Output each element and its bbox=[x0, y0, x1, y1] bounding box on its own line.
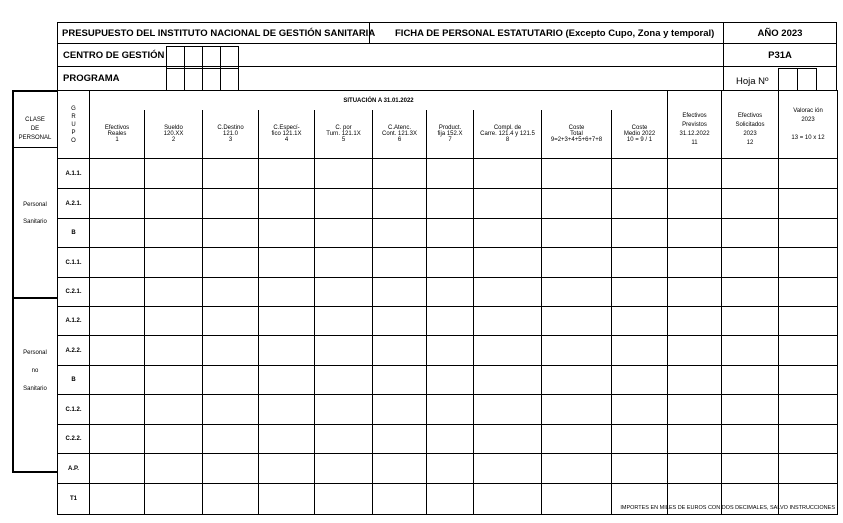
data-cell[interactable] bbox=[427, 366, 474, 395]
programa-label: PROGRAMA bbox=[63, 73, 120, 84]
data-cell[interactable] bbox=[612, 395, 668, 425]
table-row bbox=[58, 425, 838, 454]
data-cell[interactable] bbox=[427, 336, 474, 366]
data-cell[interactable] bbox=[668, 366, 722, 395]
data-cell[interactable] bbox=[668, 278, 722, 307]
col4-n: 4 bbox=[284, 137, 289, 143]
data-cell[interactable] bbox=[259, 307, 315, 336]
clase-header-l1: CLASE bbox=[25, 117, 45, 123]
group-label: A.1.2. bbox=[58, 307, 90, 336]
data-cell[interactable] bbox=[90, 307, 145, 336]
col8-l2: Carre. 121.4 y 121.5 bbox=[480, 131, 535, 137]
grupo-p: P bbox=[71, 129, 76, 136]
group-label: T1 bbox=[58, 484, 90, 515]
col1-l1: Efectivos bbox=[104, 125, 130, 131]
data-cell[interactable] bbox=[90, 219, 145, 248]
data-cell[interactable] bbox=[612, 425, 668, 454]
data-cell[interactable] bbox=[315, 484, 373, 515]
data-cell[interactable] bbox=[612, 219, 668, 248]
table-row bbox=[58, 159, 838, 189]
data-cell[interactable] bbox=[612, 278, 668, 307]
data-cell[interactable] bbox=[203, 219, 259, 248]
data-cell[interactable] bbox=[203, 278, 259, 307]
group-label: C.2.1. bbox=[58, 278, 90, 307]
personal-table bbox=[57, 90, 838, 515]
table-row bbox=[58, 366, 838, 395]
col-header-5 bbox=[315, 110, 373, 159]
grupo-r: R bbox=[71, 113, 76, 120]
col7-l1: Product. bbox=[438, 125, 462, 131]
data-cell[interactable] bbox=[145, 159, 203, 189]
data-cell[interactable] bbox=[373, 484, 427, 515]
hoja-box-2[interactable] bbox=[797, 68, 817, 91]
data-cell[interactable] bbox=[315, 454, 373, 484]
col13-spacer bbox=[779, 125, 837, 134]
programa-row bbox=[57, 66, 724, 91]
programa-code-box-2[interactable] bbox=[184, 66, 203, 91]
data-cell[interactable] bbox=[203, 366, 259, 395]
clase-header-l3: PERSONAL bbox=[18, 135, 52, 141]
data-cell[interactable] bbox=[315, 219, 373, 248]
data-cell[interactable] bbox=[373, 159, 427, 189]
group-label: A.P. bbox=[58, 454, 90, 484]
data-cell[interactable] bbox=[427, 484, 474, 515]
data-cell[interactable] bbox=[779, 159, 838, 189]
data-cell[interactable] bbox=[203, 484, 259, 515]
col2-l2: 120.XX bbox=[163, 131, 184, 137]
programa-code-box-1[interactable] bbox=[166, 66, 185, 91]
programa-code-box-3[interactable] bbox=[202, 66, 221, 91]
group-label: A.2.1. bbox=[58, 189, 90, 219]
no-sanitario-l1: Personal bbox=[23, 350, 47, 356]
col8-n: 8 bbox=[505, 137, 510, 143]
col-header-9 bbox=[542, 110, 612, 159]
data-cell[interactable] bbox=[427, 454, 474, 484]
col12-n: 12 bbox=[746, 139, 754, 146]
data-cell[interactable] bbox=[779, 366, 838, 395]
data-cell[interactable] bbox=[427, 189, 474, 219]
data-cell[interactable] bbox=[542, 425, 612, 454]
col5-l2: Turn. 121.1X bbox=[326, 131, 361, 137]
data-cell[interactable] bbox=[90, 484, 145, 515]
group-label: B bbox=[58, 366, 90, 395]
table-body bbox=[58, 159, 838, 515]
data-cell[interactable] bbox=[315, 395, 373, 425]
data-cell[interactable] bbox=[722, 278, 779, 307]
grupo-o: O bbox=[71, 137, 76, 144]
data-cell[interactable] bbox=[779, 395, 838, 425]
data-cell[interactable] bbox=[612, 159, 668, 189]
data-cell[interactable] bbox=[315, 307, 373, 336]
col-header-11 bbox=[668, 91, 722, 159]
data-cell[interactable] bbox=[315, 248, 373, 278]
col11-n: 11 bbox=[691, 139, 698, 146]
data-cell[interactable] bbox=[203, 189, 259, 219]
data-cell[interactable] bbox=[145, 336, 203, 366]
data-cell[interactable] bbox=[427, 395, 474, 425]
col-header-3 bbox=[203, 110, 259, 159]
data-cell[interactable] bbox=[373, 454, 427, 484]
data-cell[interactable] bbox=[427, 159, 474, 189]
data-cell[interactable] bbox=[779, 189, 838, 219]
data-cell[interactable] bbox=[259, 219, 315, 248]
data-cell[interactable] bbox=[259, 484, 315, 515]
data-cell[interactable] bbox=[259, 336, 315, 366]
data-cell[interactable] bbox=[259, 189, 315, 219]
col2-n: 2 bbox=[171, 137, 176, 143]
col-header-2 bbox=[145, 110, 203, 159]
col4-l2: fico 121.1X bbox=[271, 131, 302, 137]
data-cell[interactable] bbox=[90, 248, 145, 278]
data-cell[interactable] bbox=[259, 454, 315, 484]
col3-l2: 121.0 bbox=[222, 131, 238, 137]
ficha-title: FICHA DE PERSONAL ESTATUTARIO (Excepto Cupo, Zona y temporal) bbox=[369, 22, 724, 44]
data-cell[interactable] bbox=[427, 425, 474, 454]
data-cell[interactable] bbox=[474, 336, 542, 366]
data-cell[interactable] bbox=[373, 425, 427, 454]
data-cell[interactable] bbox=[259, 278, 315, 307]
data-cell[interactable] bbox=[668, 395, 722, 425]
data-cell[interactable] bbox=[474, 159, 542, 189]
data-cell[interactable] bbox=[612, 307, 668, 336]
data-cell[interactable] bbox=[542, 278, 612, 307]
col11-l2: Previstos bbox=[682, 121, 707, 128]
col-header-6 bbox=[373, 110, 427, 159]
data-cell[interactable] bbox=[779, 278, 838, 307]
data-cell[interactable] bbox=[90, 425, 145, 454]
group-label: C.1.2. bbox=[58, 395, 90, 425]
data-cell[interactable] bbox=[612, 248, 668, 278]
data-cell[interactable] bbox=[612, 454, 668, 484]
data-cell[interactable] bbox=[474, 219, 542, 248]
hoja-label: Hoja Nº bbox=[736, 76, 769, 87]
data-cell[interactable] bbox=[145, 425, 203, 454]
data-cell[interactable] bbox=[779, 425, 838, 454]
data-cell[interactable] bbox=[203, 248, 259, 278]
data-cell[interactable] bbox=[722, 336, 779, 366]
data-cell[interactable] bbox=[612, 336, 668, 366]
data-cell[interactable] bbox=[427, 219, 474, 248]
data-cell[interactable] bbox=[315, 366, 373, 395]
col-header-12 bbox=[722, 91, 779, 159]
data-cell[interactable] bbox=[315, 278, 373, 307]
col12-l2: Solicitados bbox=[735, 121, 765, 128]
hoja-box-1[interactable] bbox=[778, 68, 798, 91]
data-cell[interactable] bbox=[145, 248, 203, 278]
col5-n: 5 bbox=[341, 137, 346, 143]
data-cell[interactable] bbox=[779, 336, 838, 366]
col12-l1: Efectivos bbox=[737, 112, 763, 119]
clase-divider-mid bbox=[12, 297, 58, 299]
centro-label: CENTRO DE GESTIÓN bbox=[63, 49, 165, 61]
programa-code-box-4[interactable] bbox=[220, 66, 239, 91]
data-cell[interactable] bbox=[90, 278, 145, 307]
col11-l1: Efectivos bbox=[682, 112, 707, 119]
data-cell[interactable] bbox=[474, 484, 542, 515]
data-cell[interactable] bbox=[668, 336, 722, 366]
clase-header-l2: DE bbox=[30, 126, 40, 132]
footer-note: IMPORTES EN MILES DE EUROS CON DOS DECIMALES, SALVO INSTRUCCIONES bbox=[620, 505, 835, 511]
data-cell[interactable] bbox=[668, 189, 722, 219]
data-cell[interactable] bbox=[542, 336, 612, 366]
col12-l3: 2023 bbox=[743, 130, 757, 137]
data-cell[interactable] bbox=[722, 159, 779, 189]
data-cell[interactable] bbox=[259, 248, 315, 278]
anio-label: AÑO 2023 bbox=[723, 22, 837, 44]
no-sanitario-label bbox=[12, 344, 58, 398]
data-cell[interactable] bbox=[542, 248, 612, 278]
data-cell[interactable] bbox=[427, 248, 474, 278]
data-cell[interactable] bbox=[373, 219, 427, 248]
data-cell[interactable] bbox=[542, 159, 612, 189]
group-label: A.2.2. bbox=[58, 336, 90, 366]
table-row bbox=[58, 189, 838, 219]
data-cell[interactable] bbox=[145, 219, 203, 248]
col1-n: 1 bbox=[115, 137, 119, 143]
data-cell[interactable] bbox=[542, 484, 612, 515]
data-cell[interactable] bbox=[145, 278, 203, 307]
data-cell[interactable] bbox=[373, 278, 427, 307]
col-header-1 bbox=[90, 110, 145, 159]
data-cell[interactable] bbox=[315, 189, 373, 219]
grupo-header bbox=[58, 91, 90, 159]
table-row bbox=[58, 336, 838, 366]
data-cell[interactable] bbox=[259, 159, 315, 189]
data-cell[interactable] bbox=[474, 307, 542, 336]
data-cell[interactable] bbox=[373, 248, 427, 278]
data-cell[interactable] bbox=[373, 395, 427, 425]
data-cell[interactable] bbox=[474, 278, 542, 307]
data-cell[interactable] bbox=[145, 366, 203, 395]
data-cell[interactable] bbox=[474, 395, 542, 425]
data-cell[interactable] bbox=[542, 219, 612, 248]
col9-l1: Coste bbox=[568, 125, 585, 131]
data-cell[interactable] bbox=[542, 395, 612, 425]
data-cell[interactable] bbox=[90, 336, 145, 366]
data-cell[interactable] bbox=[145, 307, 203, 336]
group-label: C.1.1. bbox=[58, 248, 90, 278]
col-header-13 bbox=[779, 91, 838, 159]
data-cell[interactable] bbox=[668, 219, 722, 248]
group-label: B bbox=[58, 219, 90, 248]
data-cell[interactable] bbox=[722, 189, 779, 219]
data-cell[interactable] bbox=[90, 395, 145, 425]
data-cell[interactable] bbox=[203, 425, 259, 454]
data-cell[interactable] bbox=[203, 159, 259, 189]
grupo-u: U bbox=[71, 121, 76, 128]
col-header-7 bbox=[427, 110, 474, 159]
col13-l1: Valorac ión bbox=[793, 107, 823, 114]
table-row bbox=[58, 307, 838, 336]
col-header-10 bbox=[612, 110, 668, 159]
data-cell[interactable] bbox=[542, 307, 612, 336]
data-cell[interactable] bbox=[90, 454, 145, 484]
table-row bbox=[58, 395, 838, 425]
data-cell[interactable] bbox=[779, 248, 838, 278]
data-cell[interactable] bbox=[542, 366, 612, 395]
data-cell[interactable] bbox=[668, 454, 722, 484]
data-cell[interactable] bbox=[203, 454, 259, 484]
group-label: A.1.1. bbox=[58, 159, 90, 189]
table-row bbox=[58, 219, 838, 248]
col1-l2: Reales bbox=[107, 131, 127, 137]
data-cell[interactable] bbox=[145, 454, 203, 484]
data-cell[interactable] bbox=[542, 454, 612, 484]
col10-n: 10 = 9 / 1 bbox=[626, 137, 653, 143]
data-cell[interactable] bbox=[373, 307, 427, 336]
data-cell[interactable] bbox=[474, 454, 542, 484]
data-cell[interactable] bbox=[145, 395, 203, 425]
sanitario-l1: Personal bbox=[23, 202, 47, 208]
table-row bbox=[58, 278, 838, 307]
clase-header bbox=[12, 116, 58, 143]
data-cell[interactable] bbox=[722, 248, 779, 278]
col13-n: 13 = 10 x 12 bbox=[791, 134, 825, 141]
no-sanitario-l2: no bbox=[31, 368, 39, 374]
data-cell[interactable] bbox=[668, 307, 722, 336]
table-row bbox=[58, 248, 838, 278]
data-cell[interactable] bbox=[373, 366, 427, 395]
data-cell[interactable] bbox=[315, 425, 373, 454]
col6-l1: C.Atenc. bbox=[387, 125, 411, 131]
col13-l2: 2023 bbox=[801, 116, 815, 123]
data-cell[interactable] bbox=[474, 366, 542, 395]
col7-l2: fija 152.X bbox=[437, 131, 463, 137]
data-cell[interactable] bbox=[373, 189, 427, 219]
data-cell[interactable] bbox=[373, 336, 427, 366]
col5-l1: C. por bbox=[335, 125, 352, 131]
data-cell[interactable] bbox=[427, 278, 474, 307]
grupo-g: G bbox=[71, 105, 76, 112]
col3-n: 3 bbox=[228, 137, 233, 143]
presupuesto-title: PRESUPUESTO DEL INSTITUTO NACIONAL DE GESTIÓN SANITARIA bbox=[57, 22, 370, 44]
col3-l1: C.Destino bbox=[217, 125, 244, 131]
col6-l2: Cont. 121.3X bbox=[381, 131, 418, 137]
data-cell[interactable] bbox=[145, 189, 203, 219]
data-cell[interactable] bbox=[779, 219, 838, 248]
data-cell[interactable] bbox=[259, 366, 315, 395]
col9-n: 9=2+3+4+5+6+7+8 bbox=[550, 137, 603, 143]
col9-l2: Total bbox=[570, 131, 583, 137]
data-cell[interactable] bbox=[474, 425, 542, 454]
data-cell[interactable] bbox=[259, 425, 315, 454]
col11-l3: 31.12.2022 bbox=[679, 130, 710, 137]
data-cell[interactable] bbox=[259, 395, 315, 425]
data-cell[interactable] bbox=[315, 159, 373, 189]
data-cell[interactable] bbox=[668, 248, 722, 278]
table-row bbox=[58, 454, 838, 484]
col-header-4 bbox=[259, 110, 315, 159]
sanitario-l2: Sanitario bbox=[23, 219, 47, 225]
data-cell[interactable] bbox=[722, 307, 779, 336]
data-cell[interactable] bbox=[542, 189, 612, 219]
group-label: C.2.2. bbox=[58, 425, 90, 454]
form-code: P31A bbox=[723, 43, 837, 67]
data-cell[interactable] bbox=[722, 395, 779, 425]
data-cell[interactable] bbox=[722, 425, 779, 454]
col10-l2: Medio 2022 bbox=[623, 131, 656, 137]
data-cell[interactable] bbox=[203, 307, 259, 336]
data-cell[interactable] bbox=[474, 189, 542, 219]
data-cell[interactable] bbox=[90, 159, 145, 189]
no-sanitario-l3: Sanitario bbox=[23, 386, 47, 392]
data-cell[interactable] bbox=[668, 425, 722, 454]
data-cell[interactable] bbox=[779, 454, 838, 484]
data-cell[interactable] bbox=[427, 307, 474, 336]
data-cell[interactable] bbox=[90, 189, 145, 219]
data-cell[interactable] bbox=[779, 307, 838, 336]
col7-n: 7 bbox=[448, 137, 452, 143]
col8-l1: Compl. de bbox=[493, 125, 522, 131]
data-cell[interactable] bbox=[722, 454, 779, 484]
col4-l1: C.Especí- bbox=[273, 125, 300, 131]
sanitario-label bbox=[12, 197, 58, 231]
col-header-8 bbox=[474, 110, 542, 159]
data-cell[interactable] bbox=[474, 248, 542, 278]
col2-l1: Sueldo bbox=[164, 125, 183, 131]
data-cell[interactable] bbox=[668, 159, 722, 189]
data-cell[interactable] bbox=[203, 336, 259, 366]
col6-n: 6 bbox=[397, 137, 402, 143]
clase-divider-top bbox=[12, 147, 58, 148]
situacion-header: SITUACIÓN A 31.01.2022 bbox=[90, 91, 668, 111]
data-cell[interactable] bbox=[315, 336, 373, 366]
data-cell[interactable] bbox=[612, 189, 668, 219]
data-cell[interactable] bbox=[90, 366, 145, 395]
data-cell[interactable] bbox=[145, 484, 203, 515]
data-cell[interactable] bbox=[203, 395, 259, 425]
col10-l1: Coste bbox=[631, 125, 648, 131]
data-cell[interactable] bbox=[722, 366, 779, 395]
data-cell[interactable] bbox=[612, 366, 668, 395]
data-cell[interactable] bbox=[722, 219, 779, 248]
